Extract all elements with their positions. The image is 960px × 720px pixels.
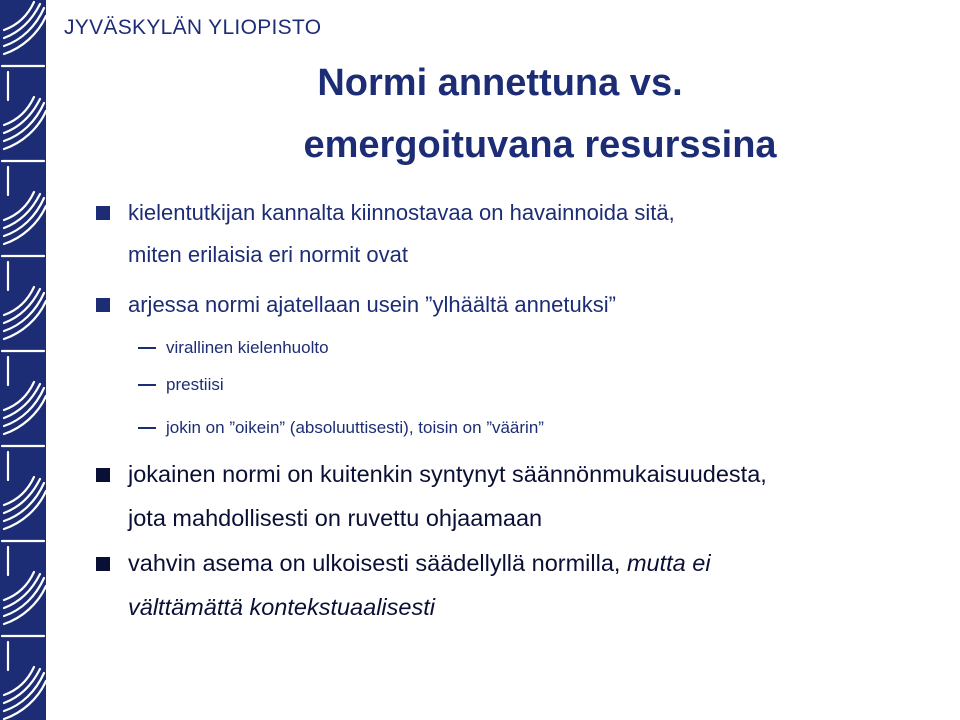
bullet-4-line1 <box>128 541 928 585</box>
bullet-2 <box>128 284 928 326</box>
square-bullet-icon <box>96 557 110 571</box>
bullet-1-line2: miten erilaisia eri normit ovat <box>128 242 408 267</box>
sub-item-3-text: jokin on ”oikein” (absoluuttisesti), toisin on ”väärin” <box>166 418 544 437</box>
sidebar-logo-strip <box>0 0 46 720</box>
square-bullet-icon <box>96 206 110 220</box>
sub-item-2-text: prestiisi <box>166 375 224 394</box>
bullet-3-line2: jota mahdollisesti on ruvettu ohjaamaan <box>128 505 543 531</box>
bullet-3-line1: jokainen normi on kuitenkin syntynyt säännönmukaisuudesta, <box>128 461 767 487</box>
sub-item-1-text: virallinen kielenhuolto <box>166 338 329 357</box>
bullet-1-line1: kielentutkijan kannalta kiinnostavaa on havainnoida sitä, <box>128 200 675 225</box>
bullet-1 <box>128 192 928 276</box>
bullet-4-plain: vahvin asema on ulkoisesti säädellyllä normilla, <box>128 550 627 576</box>
sub-item-1 <box>166 336 906 360</box>
sub-item-3 <box>166 416 906 440</box>
dash-bullet-icon <box>138 384 156 386</box>
bullet-4-italic-a: mutta ei <box>626 550 711 576</box>
jyu-wave-pattern-icon <box>0 0 46 720</box>
bullet-2-line1: arjessa normi ajatellaan usein ”ylhäältä annetuksi” <box>128 292 616 317</box>
slide-title-line2: emergoituvana resurssina <box>303 124 777 166</box>
bullet-4-line2: välttämättä kontekstuaalisesti <box>128 594 435 620</box>
dash-bullet-icon <box>138 347 156 349</box>
square-bullet-icon <box>96 468 110 482</box>
sub-item-2 <box>166 373 906 397</box>
bullet-4 <box>128 541 928 629</box>
university-name: JYVÄSKYLÄN YLIOPISTO <box>64 16 322 39</box>
dash-bullet-icon <box>138 427 156 429</box>
bullet-3 <box>128 452 928 540</box>
square-bullet-icon <box>96 298 110 312</box>
slide-title-line1: Normi annettuna vs. <box>317 62 683 104</box>
